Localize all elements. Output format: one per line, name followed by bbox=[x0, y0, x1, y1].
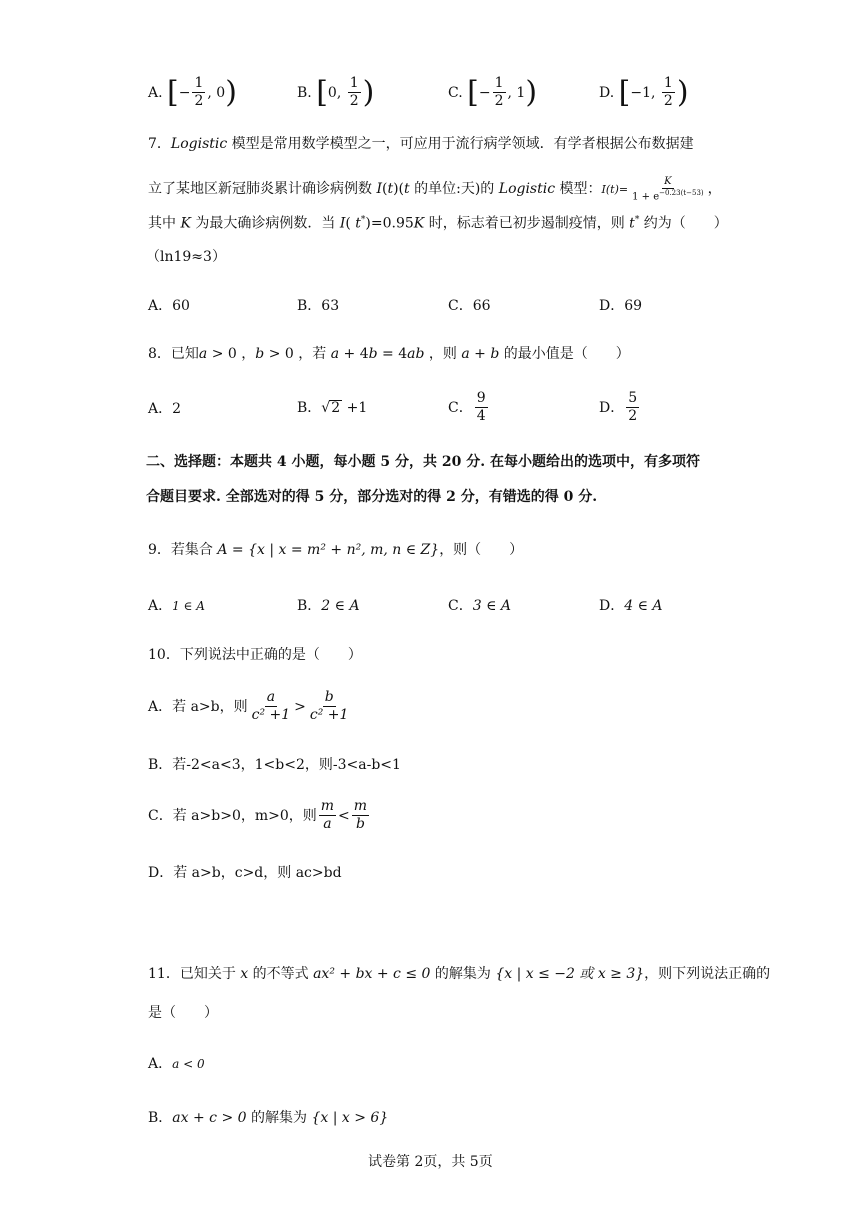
q7-line1 bbox=[148, 137, 694, 151]
option-label: A． bbox=[148, 298, 173, 314]
q6-option-d bbox=[599, 76, 689, 110]
q7-var: t bbox=[387, 181, 394, 198]
denominator bbox=[630, 189, 706, 202]
q7-text: 立了某地区新冠肺炎累计确诊病例数 bbox=[148, 181, 377, 198]
bracket-right: ) bbox=[525, 74, 538, 110]
option-value: a < 0 bbox=[172, 1057, 205, 1071]
q9-option-c bbox=[448, 599, 511, 613]
denominator: c² +1 bbox=[251, 707, 291, 724]
denominator: 2 bbox=[494, 93, 504, 110]
q9-text: 9．若集合 bbox=[148, 542, 218, 558]
radicand: 2 bbox=[331, 400, 341, 416]
option-label: C. bbox=[448, 84, 463, 101]
operator: < bbox=[338, 807, 350, 824]
bracket-right: ) bbox=[362, 74, 375, 110]
q7-line4: （ln19≈3） bbox=[146, 249, 226, 265]
q8-var: b bbox=[490, 346, 500, 362]
fraction bbox=[352, 799, 369, 833]
fraction bbox=[192, 76, 205, 110]
q11-set: {x | x ≤ −2 或 x ≥ 3} bbox=[495, 966, 645, 982]
option-label: B． bbox=[297, 298, 322, 314]
numerator: 9 bbox=[475, 391, 488, 408]
q9-option-d bbox=[599, 599, 663, 613]
bracket-right: ) bbox=[676, 74, 689, 110]
q8-var: ab bbox=[407, 346, 425, 362]
q7-var: K bbox=[180, 215, 191, 232]
q7-text: 时，标志着已初步遏制疫情，则 bbox=[424, 215, 630, 232]
q7-star: * bbox=[634, 215, 640, 225]
q8-text: > 0 ， bbox=[207, 346, 256, 362]
option-value: 2 bbox=[172, 401, 182, 417]
q9-text: ，则（ ） bbox=[439, 542, 524, 558]
option-label: D． bbox=[599, 598, 625, 614]
q10-option-d bbox=[148, 866, 342, 880]
q7-text: 其中 bbox=[148, 215, 181, 232]
denominator: 4 bbox=[476, 408, 486, 425]
bracket-left: [ bbox=[618, 74, 631, 110]
q8-option-a bbox=[148, 402, 181, 416]
q7-logistic: Logistic bbox=[498, 181, 556, 198]
option-label: A． bbox=[148, 401, 173, 417]
q8-stem bbox=[148, 347, 630, 361]
option-label: C． bbox=[448, 298, 473, 314]
q10-option-b bbox=[148, 758, 401, 772]
page-footer: 试卷第 2页，共 5页 bbox=[368, 1154, 493, 1170]
q7-text: 约为（ ） bbox=[639, 215, 728, 232]
fraction bbox=[662, 76, 675, 110]
q8-var: a bbox=[198, 346, 208, 362]
option-label: C． bbox=[448, 399, 473, 416]
q8-var: a bbox=[461, 346, 470, 362]
q7-var: I bbox=[339, 215, 346, 232]
prefix: 0, bbox=[327, 84, 346, 101]
q8-text: + 4 bbox=[339, 346, 369, 362]
option-label: D． bbox=[599, 399, 625, 416]
q8-text: = 4 bbox=[377, 346, 408, 362]
q8-text: 的最小值是（ ） bbox=[499, 346, 630, 362]
bracket-left: [ bbox=[167, 74, 179, 110]
option-label: C． bbox=[148, 807, 173, 824]
suffix: , 1 bbox=[507, 84, 526, 101]
option-label: A． bbox=[148, 698, 173, 715]
suffix: , 0 bbox=[207, 84, 226, 101]
option-label: B． bbox=[148, 757, 173, 773]
q11-text: 的不等式 bbox=[248, 966, 314, 982]
denominator: 2 bbox=[663, 93, 673, 110]
q7-line2 bbox=[148, 176, 722, 202]
option-text: 若 a>b，则 bbox=[172, 698, 248, 715]
prefix: − bbox=[478, 84, 491, 101]
denominator: c² +1 bbox=[309, 707, 349, 724]
numerator: 1 bbox=[662, 76, 675, 93]
numerator: 1 bbox=[192, 76, 205, 93]
q9-set: A = {x | x = m² + n², m, n ∈ Z} bbox=[217, 542, 440, 558]
denominator: a bbox=[323, 816, 332, 833]
option-label: B． bbox=[297, 400, 322, 416]
q6-option-a bbox=[148, 76, 237, 110]
q11-option-b bbox=[148, 1111, 388, 1125]
option-text: 若 a>b>0，m>0，则 bbox=[172, 807, 317, 824]
option-text: 若 a>b，c>d，则 ac>bd bbox=[173, 865, 342, 881]
denominator: 2 bbox=[349, 93, 359, 110]
option-label: B. bbox=[297, 84, 312, 101]
fraction bbox=[475, 391, 488, 425]
q10-option-a bbox=[148, 690, 352, 724]
q11-text: 的解集为 bbox=[430, 966, 496, 982]
sqrt-symbol: √ bbox=[321, 400, 331, 416]
q8-var: a bbox=[330, 346, 340, 362]
option-text: 的解集为 bbox=[246, 1110, 312, 1126]
fraction bbox=[493, 76, 506, 110]
q8-text: > 0 ，若 bbox=[264, 346, 331, 362]
numerator: m bbox=[352, 799, 369, 816]
denominator: 2 bbox=[194, 93, 204, 110]
option-label: D． bbox=[148, 865, 174, 881]
option-value: 63 bbox=[321, 298, 340, 314]
section2-line2: 合题目要求. 全部选对的得 5 分，部分选对的得 2 分，有错选的得 0 分. bbox=[146, 489, 598, 505]
q7-text: 为最大确诊病例数．当 bbox=[190, 215, 340, 232]
numerator: a bbox=[265, 690, 277, 707]
q7-text: )=0.95 bbox=[365, 215, 414, 232]
exponent: −0.23(t−53) bbox=[659, 189, 704, 197]
q11-var: x bbox=[240, 966, 249, 982]
q8-text: 8．已知 bbox=[148, 346, 199, 362]
option-label: A． bbox=[148, 1056, 173, 1072]
option-suffix: +1 bbox=[342, 400, 368, 416]
numerator: m bbox=[319, 799, 336, 816]
q10-option-c bbox=[148, 799, 371, 833]
q7-text: )( bbox=[393, 181, 405, 198]
option-label: A． bbox=[148, 598, 173, 614]
option-value: 66 bbox=[472, 298, 491, 314]
q11-inequality: ax² + bx + c ≤ 0 bbox=[313, 966, 431, 982]
q8-text: ，则 bbox=[424, 346, 462, 362]
bracket-left: [ bbox=[467, 74, 479, 110]
option-label: B． bbox=[297, 598, 322, 614]
option-label: C． bbox=[448, 598, 473, 614]
q7-text: 模型： bbox=[555, 181, 602, 198]
q8-option-b bbox=[297, 400, 367, 415]
denominator: 2 bbox=[628, 408, 638, 425]
option-value: ax + c > 0 bbox=[172, 1110, 247, 1126]
fraction bbox=[250, 690, 293, 724]
numerator: b bbox=[323, 690, 336, 707]
q11-text: ，则下列说法正确的 bbox=[644, 966, 771, 982]
numerator: 1 bbox=[348, 76, 361, 93]
option-value: 2 ∈ A bbox=[321, 598, 360, 614]
q8-var: b bbox=[368, 346, 378, 362]
q7-option-b bbox=[297, 299, 339, 313]
numerator: K bbox=[664, 176, 672, 187]
q6-option-c bbox=[448, 76, 537, 110]
option-label: B． bbox=[148, 1110, 173, 1126]
option-label: D. bbox=[599, 84, 615, 101]
q11-stem-line2: 是（ ） bbox=[148, 1005, 218, 1021]
q9-option-a bbox=[148, 599, 205, 613]
q7-var: I bbox=[376, 181, 382, 198]
q8-var: b bbox=[255, 346, 265, 362]
prefix: −1, bbox=[630, 84, 660, 101]
option-value: 60 bbox=[172, 298, 190, 314]
formula-lhs: I(t)= bbox=[601, 183, 629, 197]
prefix: − bbox=[178, 84, 191, 101]
q8-option-d bbox=[599, 391, 641, 425]
q7-text: 的单位:天)的 bbox=[409, 181, 499, 198]
q7-logistic: Logistic bbox=[170, 136, 228, 152]
q9-stem bbox=[148, 543, 523, 557]
option-text: 若-2<a<3，1<b<2，则-3<a-b<1 bbox=[172, 757, 401, 773]
q7-text: 模型是常用数学模型之一，可应用于流行病学领域．有学者根据公布数据建 bbox=[227, 136, 694, 152]
q11-option-a bbox=[148, 1057, 205, 1071]
numerator: 5 bbox=[626, 391, 639, 408]
option-label: A. bbox=[148, 84, 163, 101]
option-value: 4 ∈ A bbox=[624, 598, 663, 614]
q7-number: 7． bbox=[148, 136, 171, 152]
bracket-right: ) bbox=[225, 74, 237, 110]
denominator-base: 1 + e bbox=[632, 191, 660, 203]
fraction bbox=[308, 690, 351, 724]
bracket-left: [ bbox=[316, 74, 328, 110]
q11-stem bbox=[148, 967, 770, 981]
denominator: b bbox=[355, 816, 365, 833]
q7-option-d bbox=[599, 299, 642, 313]
q10-stem: 10．下列说法中正确的是（ ） bbox=[148, 647, 362, 663]
q7-text: ， bbox=[707, 181, 722, 198]
q8-text: + bbox=[469, 346, 491, 362]
q7-text: ( bbox=[381, 181, 388, 198]
formula-fraction bbox=[630, 176, 706, 202]
q11-text: 11．已知关于 bbox=[148, 966, 241, 982]
option-value: 1 ∈ A bbox=[172, 599, 205, 613]
option-value: 69 bbox=[624, 298, 643, 314]
fraction bbox=[626, 391, 639, 425]
operator: > bbox=[294, 698, 306, 715]
q7-var: t bbox=[629, 215, 635, 232]
q7-var: t bbox=[404, 181, 410, 198]
numerator: 1 bbox=[493, 76, 506, 93]
fraction bbox=[319, 799, 336, 833]
q7-line3 bbox=[148, 216, 728, 231]
q9-option-b bbox=[297, 599, 360, 613]
q6-option-b bbox=[297, 76, 374, 110]
q7-option-a bbox=[148, 299, 190, 313]
fraction bbox=[348, 76, 361, 110]
option-label: D． bbox=[599, 298, 625, 314]
option-set: {x | x > 6} bbox=[311, 1110, 389, 1126]
q7-text: ( bbox=[345, 215, 356, 232]
section2-line1: 二、选择题：本题共 4 小题，每小题 5 分，共 20 分. 在每小题给出的选项中，有多项符 bbox=[146, 454, 700, 470]
option-value: 3 ∈ A bbox=[472, 598, 511, 614]
q7-var: K bbox=[413, 215, 425, 232]
q8-option-c bbox=[448, 391, 490, 425]
q7-var: t bbox=[355, 215, 361, 232]
q7-option-c bbox=[448, 299, 491, 313]
q7-star: * bbox=[360, 215, 366, 225]
